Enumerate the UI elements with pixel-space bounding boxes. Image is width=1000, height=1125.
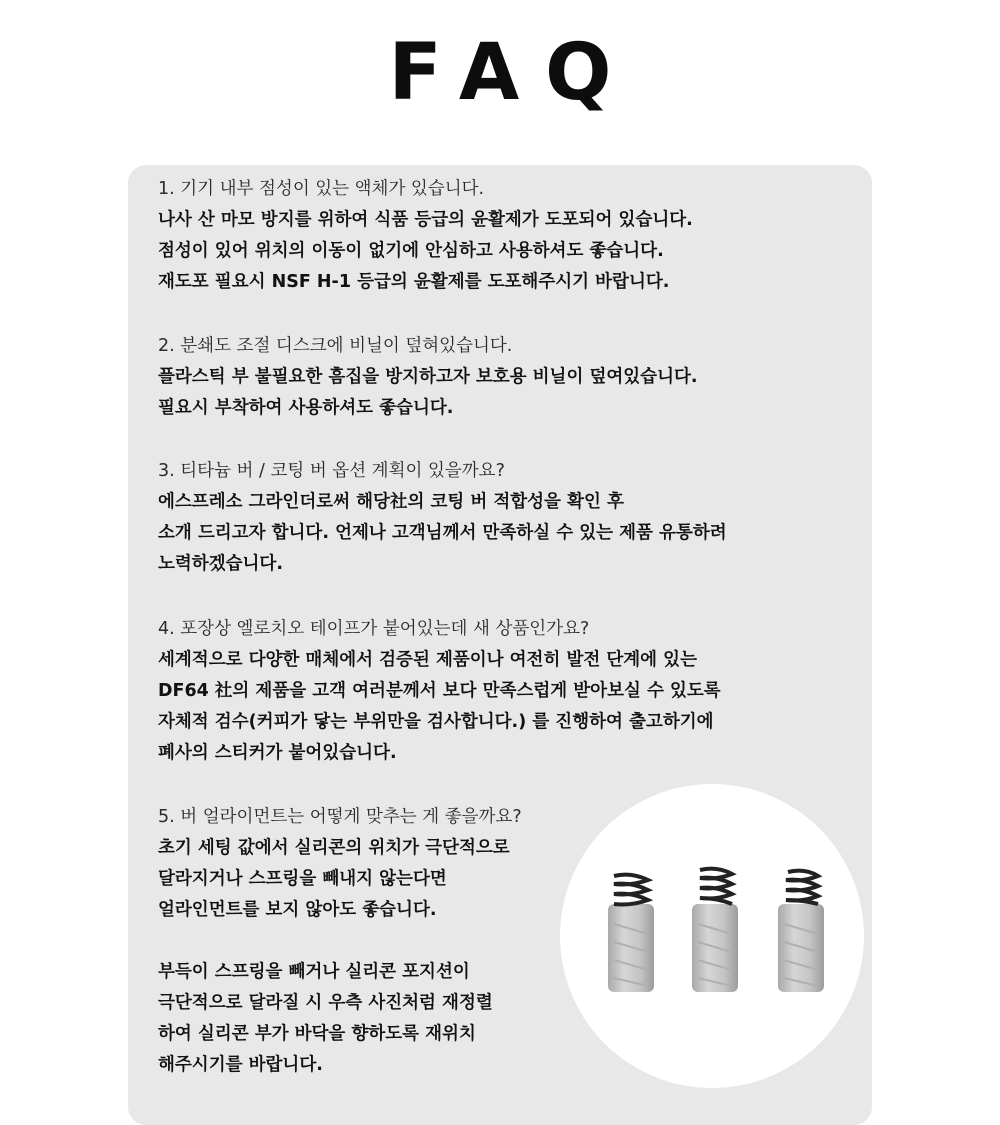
faq-question: 4. 포장상 엘로치오 테이프가 붙어있는데 새 상품인가요?	[158, 619, 590, 639]
faq-answer-line: 나사 산 마모 방지를 위하여 식품 등급의 윤활제가 도포되어 있습니다.	[158, 210, 693, 230]
faq-answer-line: 에스프레소 그라인더로써 해당社의 코팅 버 적합성을 확인 후	[158, 492, 624, 512]
faq-answer-line: 재도포 필요시 NSF H-1 등급의 윤활제를 도포해주시기 바랍니다.	[158, 272, 670, 292]
faq-answer-line: 점성이 있어 위치의 이동이 없기에 안심하고 사용하셔도 좋습니다.	[158, 241, 664, 261]
faq-answer-line: 소개 드리고자 합니다. 언제나 고객님께서 만족하실 수 있는 제품 유통하려	[158, 523, 727, 543]
faq-answer-line: 플라스틱 부 불필요한 흠집을 방지하고자 보호용 비닐이 덮여있습니다.	[158, 367, 698, 387]
faq-answer-line: 극단적으로 달라질 시 우측 사진처럼 재정렬	[158, 993, 493, 1013]
faq-answer-line: 얼라인먼트를 보지 않아도 좋습니다.	[158, 900, 437, 920]
spacer	[158, 926, 848, 957]
faq-item-1	[158, 173, 848, 298]
faq-question: 3. 티타늄 버 / 코팅 버 옵션 계획이 있을까요?	[158, 461, 505, 481]
faq-answer-line: 해주시기를 바랍니다.	[158, 1055, 323, 1075]
faq-question: 1. 기기 내부 점성이 있는 액체가 있습니다.	[158, 179, 485, 199]
faq-answer-line: 노력하겠습니다.	[158, 554, 283, 574]
faq-question: 2. 분쇄도 조절 디스크에 비닐이 덮혀있습니다.	[158, 336, 513, 356]
faq-answer-line: 폐사의 스티커가 붙어있습니다.	[158, 743, 397, 763]
faq-question: 5. 버 얼라이먼트는 어떻게 맞추는 게 좋을까요?	[158, 807, 522, 827]
faq-item-5	[158, 801, 848, 1081]
page-title: FAQ	[388, 28, 638, 118]
faq-answer-line: 자체적 검수(커피가 닿는 부위만을 검사합니다.) 를 진행하여 출고하기에	[158, 712, 714, 732]
faq-answer-line: 하여 실리콘 부가 바닥을 향하도록 재위치	[158, 1024, 476, 1044]
faq-item-3	[158, 455, 848, 580]
faq-answer-line: 세계적으로 다양한 매체에서 검증된 제품이나 여전히 발전 단계에 있는	[158, 650, 697, 670]
faq-answer-line: DF64 社의 제품을 고객 여러분께서 보다 만족스럽게 받아보실 수 있도록	[158, 681, 721, 701]
faq-answer-line: 초기 세팅 값에서 실리콘의 위치가 극단적으로	[158, 838, 510, 858]
faq-item-4	[158, 613, 848, 769]
faq-answer-line: 달라지거나 스프링을 빼내지 않는다면	[158, 869, 447, 889]
faq-item-2	[158, 330, 848, 424]
faq-answer-line: 부득이 스프링을 빼거나 실리콘 포지션이	[158, 962, 470, 982]
faq-answer-line: 필요시 부착하여 사용하셔도 좋습니다.	[158, 398, 454, 418]
